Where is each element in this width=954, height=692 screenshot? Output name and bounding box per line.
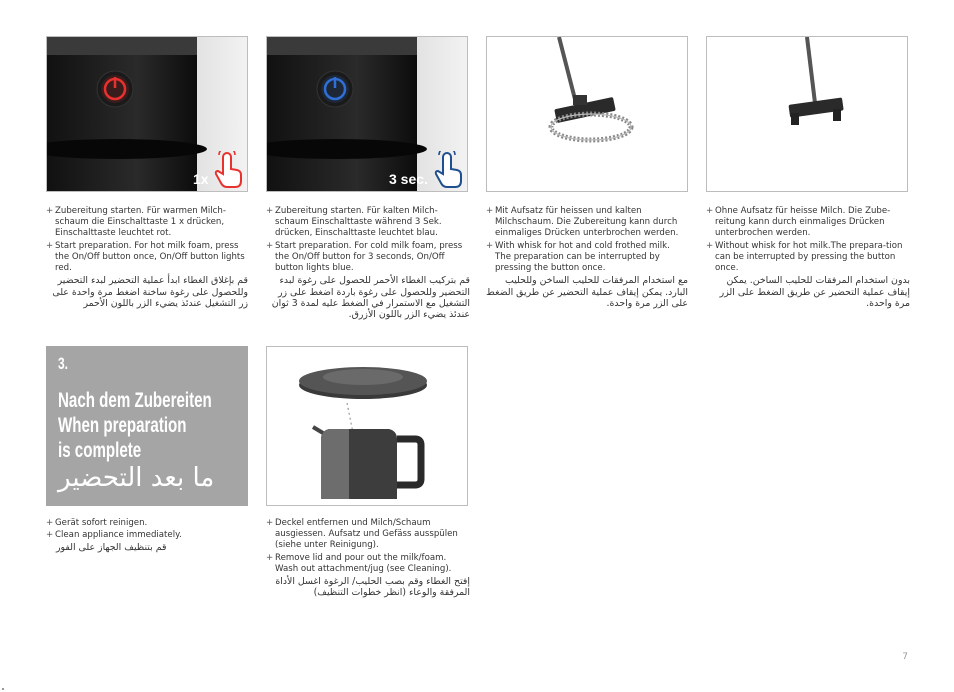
corner-mark (2, 688, 4, 690)
photo-label-3sec: 3 sec. (389, 171, 428, 187)
step-heading-box (46, 346, 248, 506)
arabic-text: مع استخدام المرفقات للحليب الساخن وللحليب البارد. يمكن إيقاف عملية التحضير عن طريق الضغط على الزر مرة واحدة. (486, 275, 688, 310)
whisk-with-spring-illustration (487, 37, 688, 192)
bullet-item: + Clean appliance immediately. (46, 530, 182, 541)
caption-col2 (266, 206, 470, 321)
page-number: 7 (902, 652, 908, 662)
bullet-item: + Gerät sofort reinigen. (46, 518, 148, 528)
bullet-item: + Remove lid and pour out the milk/foam. Wash out attachment/jug (see Cleaning). (266, 552, 452, 574)
arabic-text: إفتح الغطاء وقم بصب الحليب/ الرغوة اغسل الأداة المرفقة والوعاء (انظر خطوات التنظيف) (275, 576, 470, 599)
step-number: 3. (58, 354, 68, 373)
hand-hold-icon (433, 151, 463, 189)
caption-col3 (486, 206, 688, 309)
arabic-text: قم بتنظيف الجهاز على الفور (56, 542, 167, 554)
photo-label-1x: 1x (193, 171, 209, 187)
step-title-line: is complete (58, 439, 142, 462)
photo-hot-start (46, 36, 248, 192)
bullet-item: + Zubereitung starten. Für kalten Milch-schaum Einschalttaste während 3 Sek. drücken, Einschalttaste leuchtet blau. (266, 206, 442, 239)
caption-after-clean (46, 518, 248, 554)
photo-cold-start (266, 36, 468, 192)
caption-col1 (46, 206, 248, 309)
bullet-item: + Deckel entfernen und Milch/Schaum ausgiessen. Aufsatz und Gefäss ausspülen (siehe unter Reinigung). (266, 518, 458, 551)
photo-jug-pouring (266, 346, 468, 506)
caption-col4 (706, 206, 910, 309)
hand-tap-icon (213, 151, 243, 189)
bullet-item: + Start preparation. For hot milk foam, press the On/Off button once, On/Off button lights red. (46, 240, 245, 274)
bullet-item: + Start preparation. For cold milk foam, press the On/Off button for 3 seconds, On/Off button lights blue. (266, 240, 463, 274)
jug-lid-illustration (267, 347, 468, 506)
bullet-item: + Ohne Aufsatz für heisse Milch. Die Zube-reitung kann durch einmaliges Drücken unterbrochen werden. (706, 206, 891, 239)
bullet-item: + With whisk for hot and cold frothed milk. The preparation can be interrupted by pressing the button once. (486, 240, 670, 274)
whisk-without-spring-illustration (707, 37, 908, 192)
arabic-text: قم بإغلاق الغطاء ابدأ عملية التحضير لبدء التحضير وللحصول على رغوة ساخنة اضغط مرة واحدة على زر التشغيل عندئذ يضيء الزر باللون الأحمر (52, 275, 248, 310)
bullet-item: + Mit Aufsatz für heissen und kalten Milchschaum. Die Zubereitung kann durch einmaliges Drücken unterbrochen werden. (486, 206, 679, 239)
arabic-text: بدون استخدام المرفقات للحليب الساخن. يمكن إيقاف عملية التحضير عن طريق الضغط على الزر مرة واحدة. (719, 275, 910, 310)
step-title-line: Nach dem Zubereiten (58, 389, 212, 412)
arabic-text: قم بتركيب الغطاء الأحمر للحصول على رغوة لبدء التحضير وللحصول على رغوة باردة اضغط على زر التشغيل مع الاستمرار في الضغط عليه لمدة 3 ثوان عندئذ يضيء الزر باللون الأزرق. (271, 275, 470, 321)
photo-whisk-without-spring (706, 36, 908, 192)
step-title-arabic: ما بعد التحضير (58, 463, 215, 493)
bullet-item: + Without whisk for hot milk.The prepara-tion can be interrupted by pressing the button once. (706, 240, 903, 274)
photo-whisk-with-spring (486, 36, 688, 192)
caption-after-pour (266, 518, 470, 599)
bullet-item: + Zubereitung starten. Für warmen Milch-schaum die Einschalttaste 1 x drücken, Einschalttaste leuchtet rot. (46, 206, 226, 239)
step-title-line: When preparation (58, 414, 187, 437)
